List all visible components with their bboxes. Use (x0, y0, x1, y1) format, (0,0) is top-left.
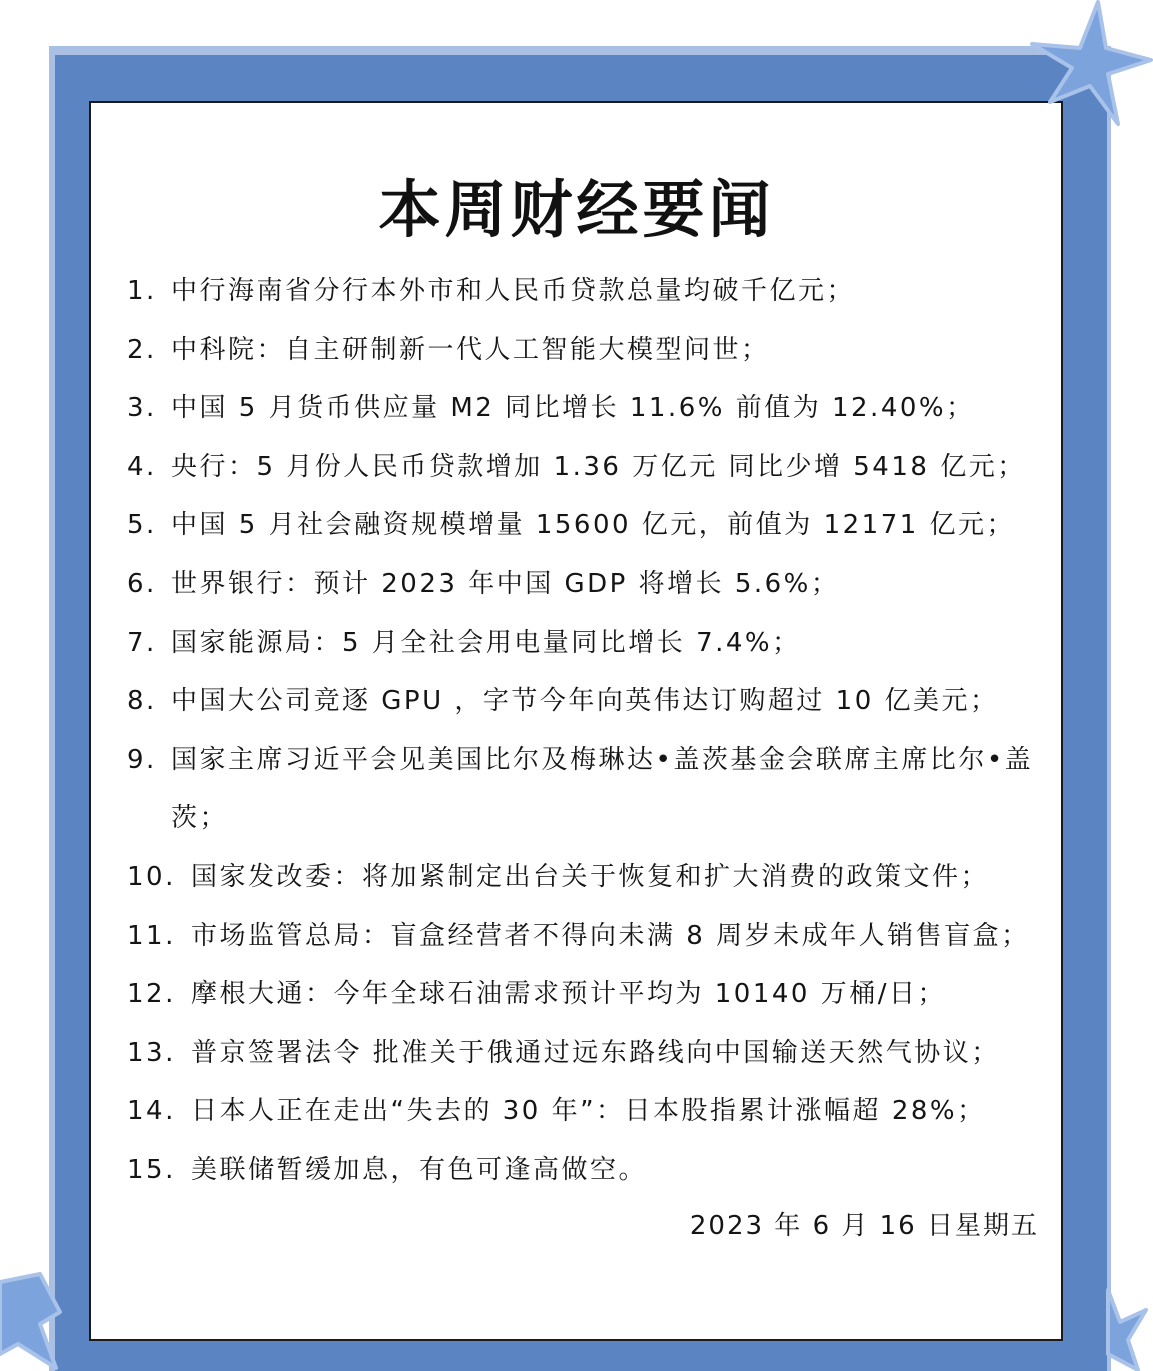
item-text: 中行海南省分行本外市和人民币贷款总量均破千亿元； (171, 276, 856, 306)
news-list (127, 262, 1047, 1200)
item-number: 12. (127, 979, 176, 1010)
list-item (127, 1082, 1047, 1141)
item-text: 中国 5 月货币供应量 M2 同比增长 11.6% 前值为 12.40%； (171, 393, 975, 424)
list-item (127, 555, 1047, 614)
item-number: 11. (127, 920, 176, 951)
item-number: 13. (127, 1037, 176, 1068)
item-text: 摩根大通：今年全球石油需求预计平均为 10140 万桶/日； (191, 979, 946, 1010)
star-icon (1098, 1282, 1153, 1371)
list-item (127, 672, 1047, 731)
list-item (127, 848, 1047, 907)
item-number: 3. (127, 393, 157, 424)
list-item (127, 379, 1047, 438)
item-number: 5. (127, 510, 157, 541)
item-text: 美联储暂缓加息，有色可逢高做空。 (191, 1154, 648, 1185)
list-item (127, 496, 1047, 555)
list-item (127, 614, 1047, 673)
item-number: 2. (127, 334, 157, 365)
item-number: 7. (127, 627, 157, 658)
publish-date: 2023 年 6 月 16 日星期五 (689, 1211, 1039, 1241)
item-text: 世界银行：预计 2023 年中国 GDP 将增长 5.6%； (171, 568, 840, 599)
list-item (127, 731, 1047, 848)
item-text: 国家能源局：5 月全社会用电量同比增长 7.4%； (171, 627, 801, 658)
item-text: 中科院：自主研制新一代人工智能大模型问世； (171, 334, 770, 365)
item-number: 10. (127, 861, 176, 892)
item-number: 15. (127, 1154, 176, 1185)
item-text: 日本人正在走出“失去的 30 年”：日本股指累计涨幅超 28%； (191, 1096, 986, 1127)
page-title: 本周财经要闻 (378, 173, 775, 246)
item-number: 1. (127, 276, 157, 306)
list-item (127, 438, 1047, 497)
item-text: 国家主席习近平会见美国比尔及梅琳达•盖茨基金会联席主席比尔•盖茨； (171, 744, 1034, 834)
list-item (127, 965, 1047, 1024)
item-number: 9. (127, 744, 157, 775)
item-text: 市场监管总局：盲盒经营者不得向未满 8 周岁未成年人销售盲盒； (191, 920, 1030, 951)
list-item (127, 321, 1047, 380)
list-item (127, 1141, 1047, 1200)
item-text: 普京签署法令 批准关于俄通过远东路线向中国输送天然气协议； (191, 1037, 1000, 1068)
item-number: 6. (127, 568, 157, 599)
list-item (127, 1024, 1047, 1083)
list-item (127, 907, 1047, 966)
star-icon (1010, 0, 1153, 130)
item-number: 4. (127, 451, 157, 482)
list-item (127, 262, 1047, 321)
item-text: 央行：5 月份人民币贷款增加 1.36 万亿元 同比少增 5418 亿元； (171, 451, 1026, 482)
star-icon (0, 1262, 64, 1371)
item-text: 中国大公司竞逐 GPU ，字节今年向英伟达订购超过 10 亿美元； (171, 686, 999, 717)
item-number: 14. (127, 1096, 176, 1127)
item-text: 中国 5 月社会融资规模增量 15600 亿元，前值为 12171 亿元； (171, 510, 1016, 541)
item-number: 8. (127, 686, 157, 717)
item-text: 国家发改委：将加紧制定出台关于恢复和扩大消费的政策文件； (191, 861, 990, 892)
